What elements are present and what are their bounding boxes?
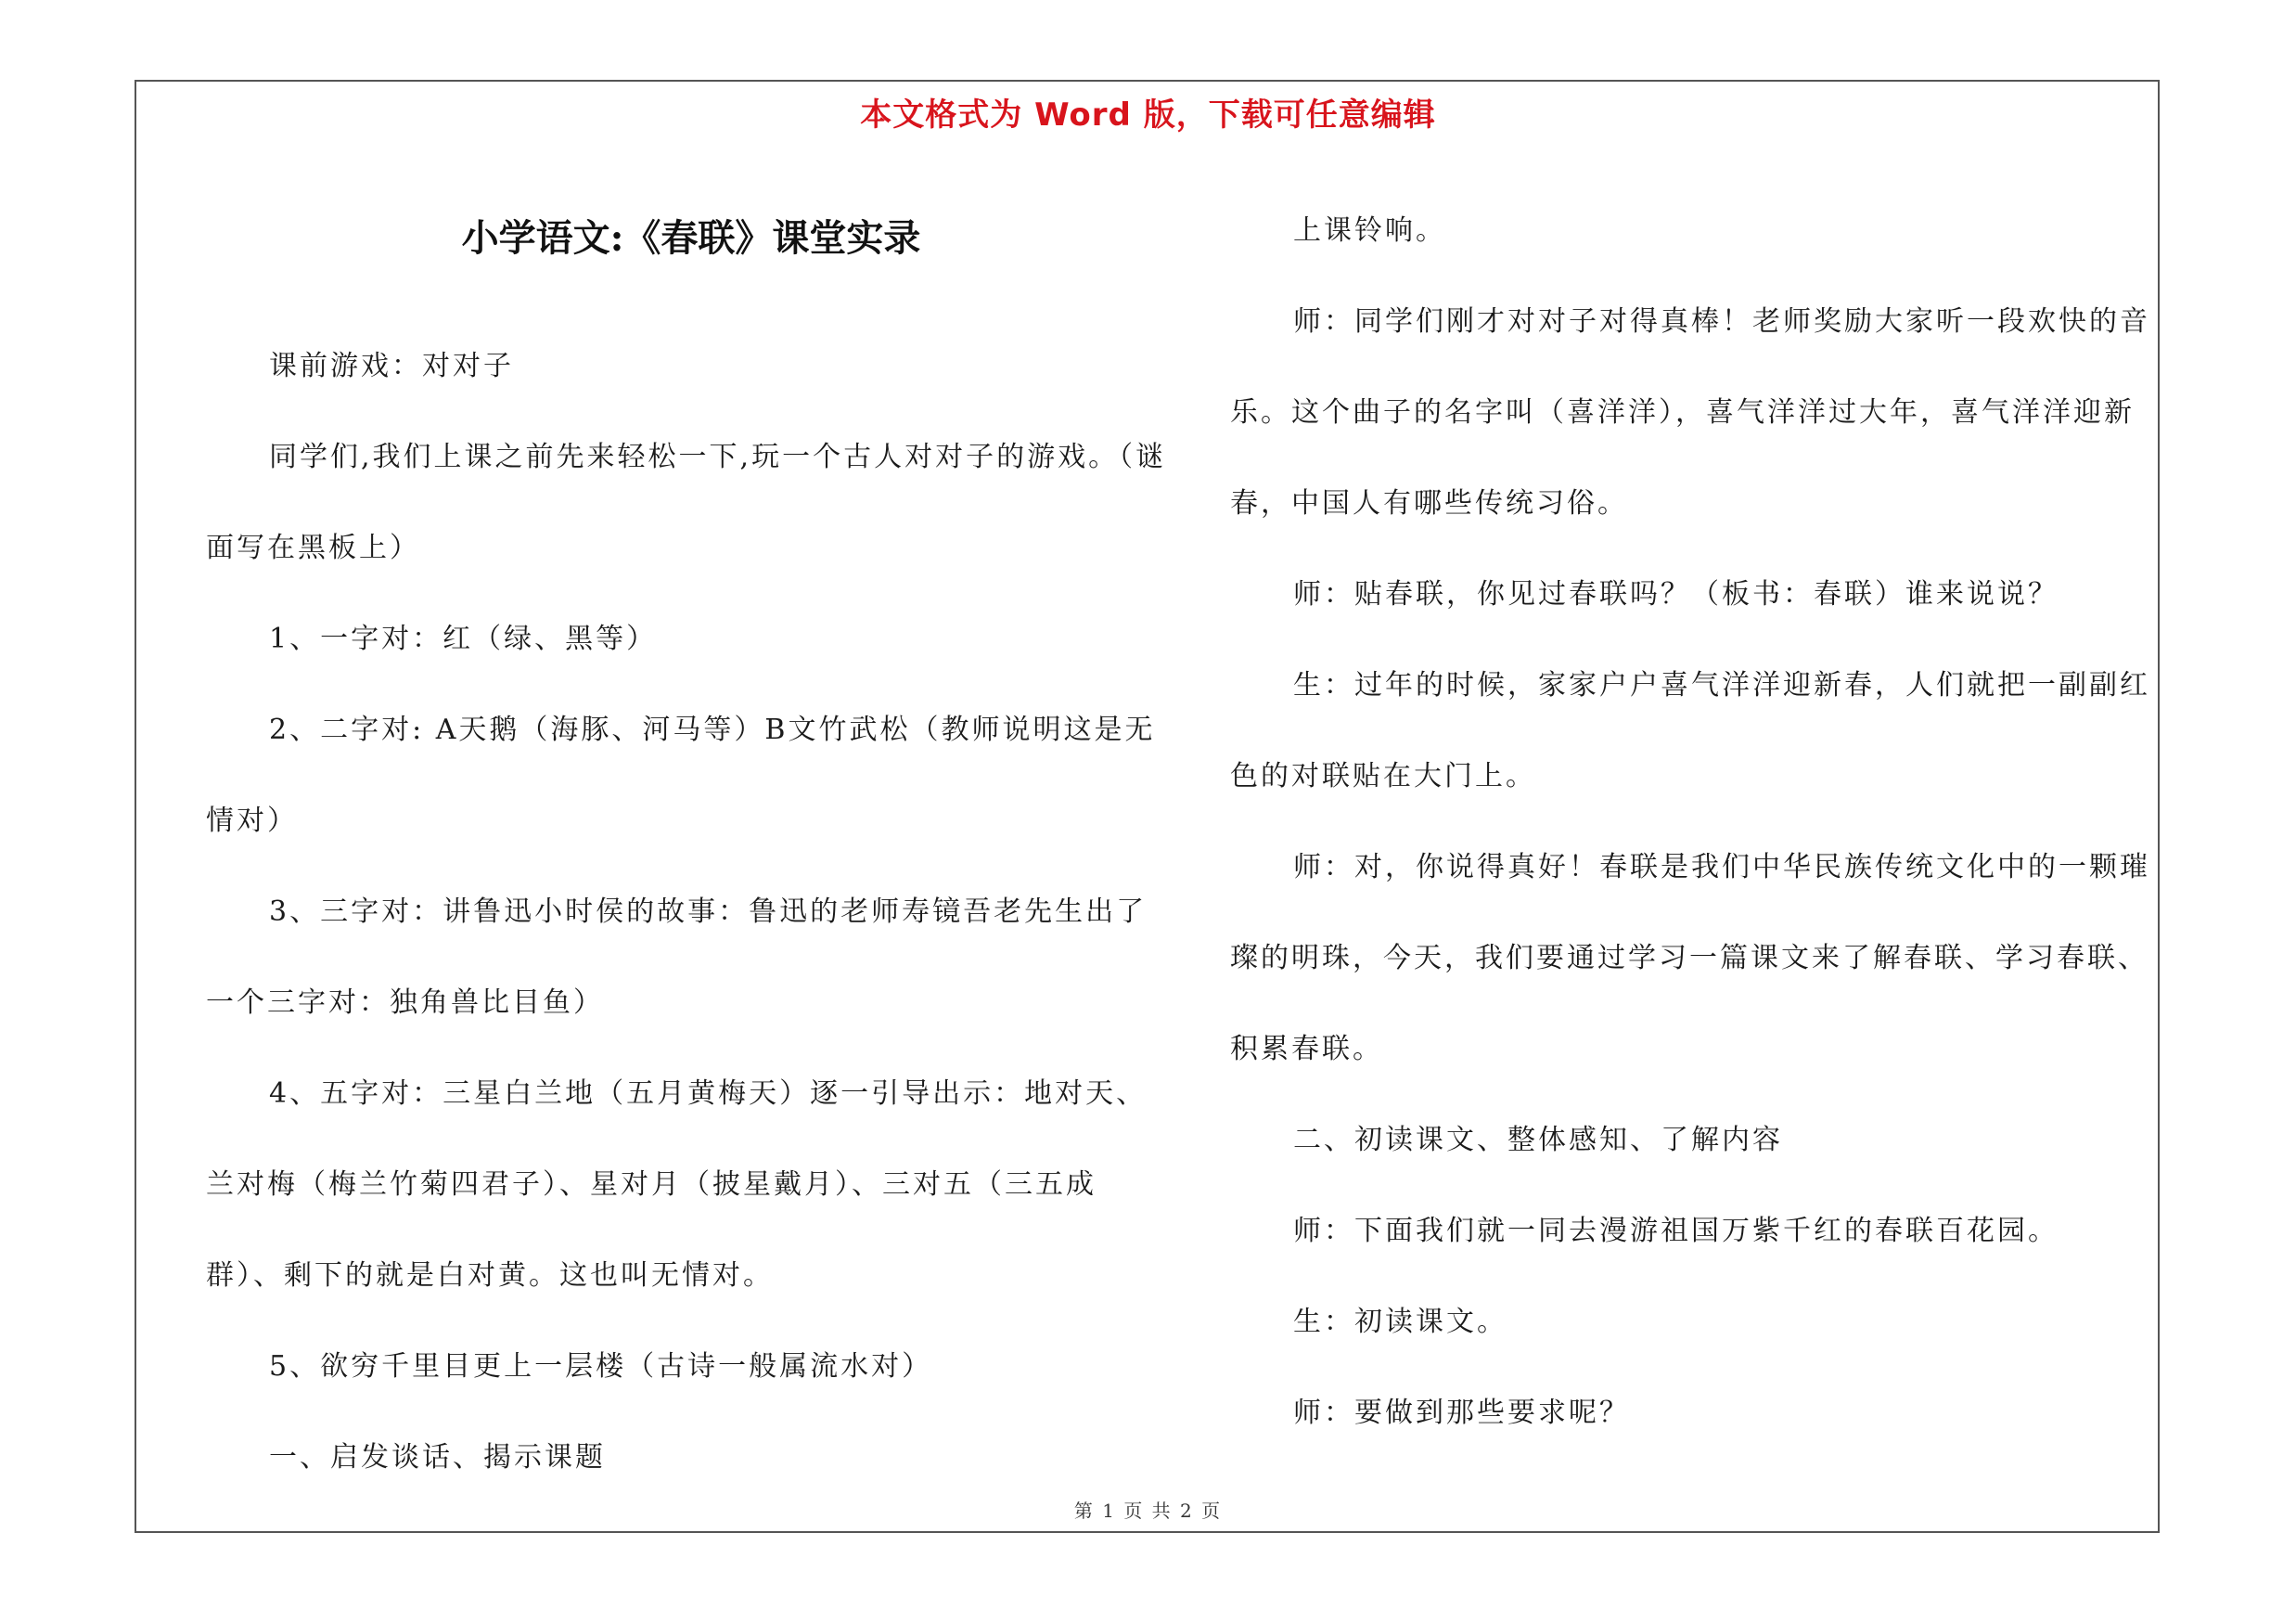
- document-title: 小学语文:《春联》课堂实录: [461, 216, 921, 260]
- page-number-footer: 第 1 页 共 2 页: [1073, 1500, 1223, 1522]
- paragraph: 师：同学们刚才对对子对得真棒！老师奖励大家听一段欢快的音乐。这个曲子的名字叫（喜洋洋），喜气洋洋过大年，喜气洋洋迎新春，中国人有哪些传统习俗。: [1230, 305, 2150, 520]
- left-column: [206, 321, 1171, 1503]
- paragraph: 师：贴春联，你见过春联吗？（板书：春联）谁来说说？: [1293, 578, 2059, 611]
- paragraph: 5、欲穷千里目更上一层楼（古诗一般属流水对）: [269, 1350, 933, 1383]
- paragraph: 生：初读课文。: [1293, 1306, 1507, 1338]
- paragraph: 1、一字对：红（绿、黑等）: [269, 623, 658, 655]
- paragraph: 师：对，你说得真好！春联是我们中华民族传统文化中的一颗璀璨的明珠，今天，我们要通过学习一篇课文来了解春联、学习春联、积累春联。: [1230, 851, 2150, 1065]
- section-heading: 一、启发谈话、揭示课题: [269, 1441, 606, 1474]
- paragraph: 2、二字对: A天鹅（海豚、河马等）B文竹武松（教师说明这是无情对）: [206, 714, 1156, 837]
- paragraph: 师：下面我们就一同去漫游祖国万紫千红的春联百花园。: [1293, 1215, 2059, 1247]
- paragraph: 师：要做到那些要求呢？: [1293, 1397, 1630, 1429]
- paragraph: 同学们,我们上课之前先来轻松一下,玩一个古人对对子的游戏。（谜面写在黑板上）: [206, 441, 1167, 564]
- paragraph: 4、五字对：三星白兰地（五月黄梅天）逐一引导出示：地对天、兰对梅（梅兰竹菊四君子）、星对月（披星戴月）、三对五（三五成群）、剩下的就是白对黄。这也叫无情对。: [206, 1077, 1148, 1292]
- paragraph: 生：过年的时候，家家户户喜气洋洋迎新春，人们就把一副副红色的对联贴在大门上。: [1230, 669, 2150, 792]
- paragraph: 3、三字对：讲鲁迅小时侯的故事：鲁迅的老师寿镜吾老先生出了一个三字对：独角兽比目鱼）: [206, 895, 1148, 1019]
- paragraph: 上课铃响。: [1293, 214, 1446, 247]
- word-format-banner: 本文格式为 Word 版，下载可任意编辑: [860, 97, 1436, 134]
- paragraph: 课前游戏：对对子: [269, 350, 514, 382]
- section-heading: 二、初读课文、整体感知、了解内容: [1293, 1124, 1783, 1156]
- right-column: [1230, 186, 2158, 1459]
